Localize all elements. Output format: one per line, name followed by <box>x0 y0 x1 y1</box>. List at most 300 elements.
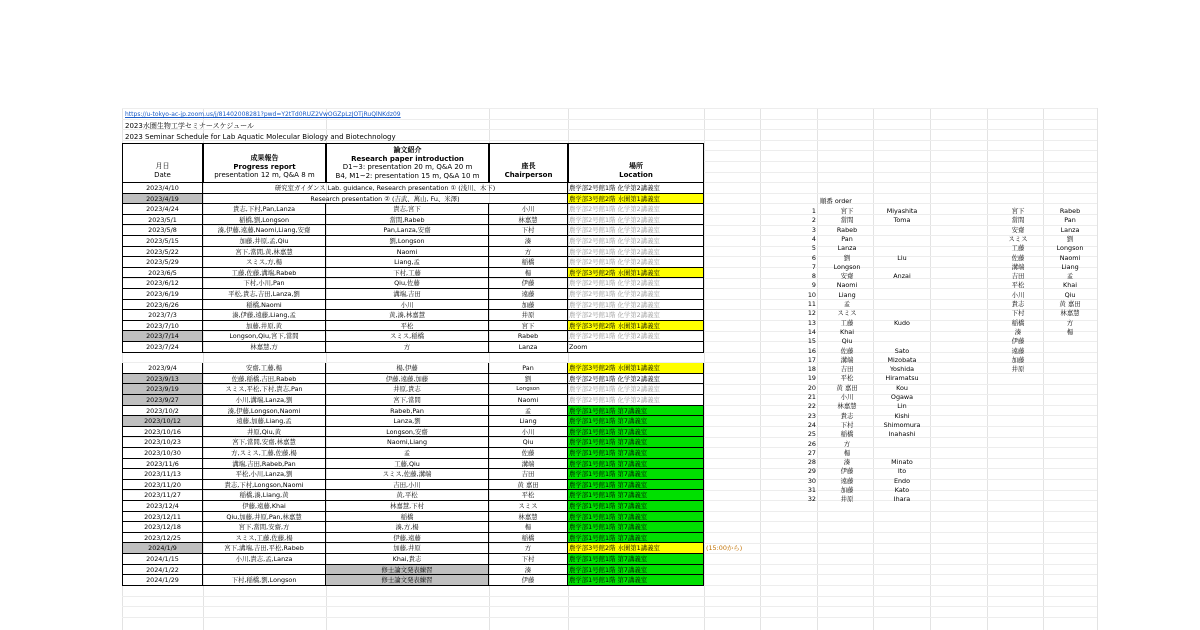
table-row <box>122 522 704 533</box>
table-row <box>122 363 704 374</box>
paper-cell: 黄,平松 <box>326 490 489 501</box>
title-ja: 2023水圏生物工学セミナースケジュール <box>125 122 255 130</box>
location-cell: 農学部1号館1階 第7講義室 <box>568 565 704 576</box>
order-romaji: Kishi <box>894 411 910 420</box>
paper-cell: スミス,佐藤,溝端 <box>326 469 489 480</box>
header-paper <box>326 143 489 183</box>
pair-right: 方 <box>1066 318 1074 327</box>
progress-cell: 安齋,工藤,楊 <box>203 363 326 374</box>
grid-line-horizontal <box>122 108 1097 109</box>
date-cell: 2023/7/10 <box>122 321 203 332</box>
chair-cell: 方 <box>489 543 568 554</box>
header-progress-ja: 成果報告 <box>250 154 279 162</box>
pair-right: Khai <box>1063 281 1077 290</box>
date-cell: 2023/6/26 <box>122 300 203 311</box>
location-note: (15:00から) <box>706 544 743 553</box>
table-row <box>122 448 704 459</box>
order-name: 貴志 <box>840 411 854 420</box>
grid-line-horizontal <box>122 129 1097 130</box>
table-row <box>122 268 704 279</box>
merged-cell: 研究室ガイダンス Lab. guidance, Research presentation ① (浅川、木下) <box>203 183 568 194</box>
order-number: 24 <box>807 420 816 429</box>
table-row <box>122 310 704 321</box>
date-cell: 2023/12/25 <box>122 533 203 544</box>
header-chair <box>489 143 568 183</box>
order-romaji: Anzai <box>893 272 911 281</box>
grid-line-vertical <box>760 108 761 630</box>
order-number: 27 <box>807 448 816 457</box>
order-name: 溝端 <box>840 355 854 364</box>
order-romaji: Yoshida <box>889 365 915 374</box>
date-cell: 2024/1/29 <box>122 575 203 586</box>
table-row <box>122 384 704 395</box>
order-name: Longson <box>833 262 861 271</box>
paper-cell: Khai,貴志 <box>326 554 489 565</box>
chair-cell: 楊 <box>489 268 568 279</box>
progress-cell: 平松,小川,Lanza,劉 <box>203 469 326 480</box>
order-romaji: Toma <box>893 216 911 225</box>
pair-left: 平松 <box>1011 281 1025 290</box>
location-cell: 農学部1号館1階 第7講義室 <box>568 480 704 491</box>
order-romaji: Shimomura <box>883 420 921 429</box>
pair-right: 黄 嘉田 <box>1059 300 1081 308</box>
paper-cell: 伊藤,遠藤 <box>326 533 489 544</box>
progress-cell: 宮下,當間,安齋,方 <box>203 522 326 533</box>
location-cell: 農学部3号館2階 水圏第1講義室 <box>568 321 704 332</box>
order-name: Pan <box>841 234 853 243</box>
progress-cell: 稲橋,Naomi <box>203 300 326 311</box>
header-progress <box>203 143 326 183</box>
table-row <box>122 342 704 353</box>
progress-cell: 工藤,佐藤,溝端,Rabeb <box>203 268 326 279</box>
chair-cell: Liang <box>489 416 568 427</box>
pair-left: 貴志 <box>1011 300 1025 308</box>
chair-cell: 林嘉慧 <box>489 512 568 523</box>
progress-cell: スミス,方,楊 <box>203 257 326 268</box>
location-cell: 農学部1号館1階 第7講義室 <box>568 533 704 544</box>
date-cell: 2023/7/14 <box>122 331 203 342</box>
chair-cell: 井原 <box>489 310 568 321</box>
progress-cell: 宮下,當間,黄,林嘉慧 <box>203 247 326 258</box>
progress-cell: 井原,Qiu,黄 <box>203 427 326 438</box>
grid-line-vertical <box>1043 108 1044 630</box>
chair-cell: 孟 <box>489 406 568 417</box>
progress-cell: Longson,Qiu,宮下,當間 <box>203 331 326 342</box>
order-name: 吉田 <box>840 365 854 374</box>
order-romaji: Sato <box>894 346 910 355</box>
location-cell: 農学部3号館2階 水圏第1講義室 <box>568 268 704 279</box>
order-number: 6 <box>811 253 816 262</box>
pair-left: 加藤 <box>1011 355 1025 364</box>
location-cell: 農学部1号館1階 第7講義室 <box>568 490 704 501</box>
order-name: 工藤 <box>840 318 854 327</box>
order-name: 井原 <box>840 495 854 504</box>
date-cell: 2023/10/2 <box>122 406 203 417</box>
table-row <box>122 183 704 194</box>
table-row <box>122 194 704 205</box>
progress-cell: 下村,稲橋,劉,Longson <box>203 575 326 586</box>
chair-cell: 吉田 <box>489 469 568 480</box>
paper-cell: Naomi <box>326 247 489 258</box>
grid-line-vertical <box>873 108 874 630</box>
location-cell: 農学部2号館1階 化学第2講義室 <box>568 331 704 342</box>
date-cell: 2023/10/12 <box>122 416 203 427</box>
location-cell: 農学部2号館1階 化学第2講義室 <box>568 278 704 289</box>
table-row <box>122 512 704 523</box>
chair-cell: 湊 <box>489 565 568 576</box>
table-row <box>122 501 704 512</box>
order-number: 7 <box>811 262 816 271</box>
pair-left: 井原 <box>1011 365 1025 374</box>
paper-cell: 宮下,當間 <box>326 395 489 406</box>
order-name: 孟 <box>843 300 851 308</box>
grid-line-vertical <box>817 108 818 630</box>
date-cell: 2023/10/30 <box>122 448 203 459</box>
order-number: 21 <box>807 393 816 401</box>
table-row <box>122 278 704 289</box>
header-date <box>122 143 203 183</box>
paper-cell: 加藤,井原 <box>326 543 489 554</box>
header-progress-note: presentation 12 m, Q&A 8 m <box>214 171 315 179</box>
order-name: 安齋 <box>840 272 854 281</box>
order-number: 19 <box>807 374 816 383</box>
chair-cell: 下村 <box>489 225 568 236</box>
location-cell: 農学部2号館1階 化学第2講義室 <box>568 310 704 321</box>
location-cell: 農学部2号館1階 化学第2講義室 <box>568 289 704 300</box>
chair-cell: 遠藤 <box>489 289 568 300</box>
order-romaji: Liu <box>897 253 907 262</box>
location-cell: 農学部2号館1階 化学第2講義室 <box>568 257 704 268</box>
progress-cell: 加藤,井原,黄 <box>203 321 326 332</box>
order-number: 2 <box>811 216 816 225</box>
grid-line-horizontal <box>122 606 1097 607</box>
paper-cell: 當間,Rabeb <box>326 215 489 226</box>
chair-cell: 楊 <box>489 522 568 533</box>
order-name: Liang <box>838 290 856 299</box>
order-name: 加藤 <box>840 486 854 494</box>
order-name: 遠藤 <box>840 476 854 485</box>
paper-cell: 方 <box>326 342 489 353</box>
order-romaji: Kato <box>894 486 910 494</box>
progress-cell: スミス,工藤,佐藤,楊 <box>203 533 326 544</box>
grid-line-vertical <box>1097 108 1098 630</box>
location-cell: Zoom <box>568 342 704 353</box>
location-cell: 農学部1号館1階 第7講義室 <box>568 469 704 480</box>
date-cell: 2023/5/22 <box>122 247 203 258</box>
location-cell: 農学部1号館1階 第7講義室 <box>568 575 704 586</box>
order-romaji: Minato <box>891 458 913 467</box>
paper-cell: Qiu,佐藤 <box>326 278 489 289</box>
location-cell: 農学部2号館1階 化学第2講義室 <box>568 384 704 395</box>
paper-cell: 劉,Longson <box>326 236 489 247</box>
order-name: 湊 <box>843 458 851 467</box>
table-row <box>122 331 704 342</box>
location-cell: 農学部2号館1階 化学第2講義室 <box>568 236 704 247</box>
grid-line-horizontal <box>122 596 1097 597</box>
order-name: 林嘉慧 <box>837 402 857 411</box>
order-name: 宮下 <box>840 207 854 215</box>
table-row <box>122 215 704 226</box>
chair-cell: Qiu <box>489 437 568 448</box>
date-cell: 2024/1/9 <box>122 543 203 554</box>
progress-cell: 宮下,溝端,吉田,平松,Rabeb <box>203 543 326 554</box>
date-cell: 2023/5/15 <box>122 236 203 247</box>
order-name: 平松 <box>840 374 854 383</box>
date-cell: 2023/7/3 <box>122 310 203 321</box>
date-cell: 2023/11/20 <box>122 480 203 491</box>
grid-line-vertical <box>704 108 705 630</box>
pair-right: 楊 <box>1066 327 1074 336</box>
progress-cell: 貴志,下村,Longson,Naomi <box>203 480 326 491</box>
order-name: 伊藤 <box>840 467 854 476</box>
chair-cell: 湊 <box>489 236 568 247</box>
order-name: Khai <box>840 327 854 336</box>
pair-right: Rabeb <box>1059 207 1081 215</box>
location-cell: 農学部2号館1階 化学第2講義室 <box>568 395 704 406</box>
order-number: 29 <box>807 467 816 476</box>
paper-cell: Rabeb,Pan <box>326 406 489 417</box>
chair-cell: 伊藤 <box>489 278 568 289</box>
order-number: 10 <box>807 290 816 299</box>
pair-left: 當間 <box>1011 216 1025 225</box>
progress-cell: 林嘉慧,方 <box>203 342 326 353</box>
location-cell: 農学部1号館1階 第7講義室 <box>568 427 704 438</box>
zoom-link[interactable]: https://u-tokyo-ac-jp.zoom.us/j/81402008281?pwd=Y2tTd0RUZ2VwOGZpLzJOTjRuQlNKdz09 <box>125 111 401 118</box>
chair-cell: 方 <box>489 247 568 258</box>
chair-cell: 劉 <box>489 374 568 385</box>
order-romaji: Kudo <box>894 318 910 327</box>
order-number: 18 <box>807 365 816 374</box>
table-row <box>122 437 704 448</box>
paper-cell: 小川 <box>326 300 489 311</box>
progress-cell: 遠藤,加藤,Liang,孟 <box>203 416 326 427</box>
order-number: 3 <box>811 225 816 234</box>
date-cell: 2023/10/16 <box>122 427 203 438</box>
title-en: 2023 Seminar Schedule for Lab Aquatic Molecular Biology and Biotechnology <box>125 133 396 141</box>
order-number: 28 <box>807 458 816 467</box>
order-number: 12 <box>807 309 816 318</box>
date-cell: 2023/4/19 <box>122 194 203 205</box>
pair-left: 下村 <box>1011 309 1025 318</box>
pair-right: Qiu <box>1064 290 1076 299</box>
paper-cell: 楊,伊藤 <box>326 363 489 374</box>
date-cell: 2023/9/27 <box>122 395 203 406</box>
location-cell: 農学部1号館1階 第7講義室 <box>568 416 704 427</box>
paper-cell: Lanza,劉 <box>326 416 489 427</box>
pair-left: 小川 <box>1011 290 1025 299</box>
header-paper-note1: D1~3: presentation 20 m, Q&A 20 m <box>342 163 473 171</box>
table-row <box>122 353 704 364</box>
order-romaji: Ihara <box>893 495 911 504</box>
location-cell: 農学部2号館1階 化学第2講義室 <box>568 204 704 215</box>
header-paper-ja: 論文紹介 <box>393 146 422 154</box>
pair-left: 湊 <box>1014 327 1022 336</box>
order-name: 小川 <box>840 393 854 401</box>
order-number: 26 <box>807 439 816 448</box>
order-name: Rabeb <box>836 225 858 234</box>
paper-cell: 井原,貴志 <box>326 384 489 395</box>
location-cell: 農学部1号館1階 第7講義室 <box>568 522 704 533</box>
date-cell: 2023/6/19 <box>122 289 203 300</box>
date-cell: 2023/11/13 <box>122 469 203 480</box>
paper-cell: 稲橋 <box>326 512 489 523</box>
progress-cell: 湊,伊藤,遠藤,Naomi,Liang,安齋 <box>203 225 326 236</box>
paper-cell: Liang,孟 <box>326 257 489 268</box>
header-location-ja: 場所 <box>629 162 643 170</box>
order-romaji: Hiramatsu <box>885 374 919 383</box>
pair-left: 溝端 <box>1011 262 1025 271</box>
header-chair-ja: 座長 <box>521 162 536 170</box>
header-paper-en: Research paper introduction <box>351 154 464 163</box>
order-title: 順番 order <box>820 197 852 205</box>
order-name: 下村 <box>840 420 854 429</box>
header-paper-note2: B4, M1~2: presentation 15 m, Q&A 10 m <box>335 171 480 180</box>
pair-right: Liang <box>1061 262 1079 271</box>
date-cell: 2023/9/19 <box>122 384 203 395</box>
location-cell: 農学部2号館1階 化学第2講義室 <box>568 300 704 311</box>
paper-cell: 林嘉慧,下村 <box>326 501 489 512</box>
date-cell: 2023/5/29 <box>122 257 203 268</box>
pair-left: 安齋 <box>1011 225 1025 234</box>
location-cell: 農学部1号館1階 第7講義室 <box>568 554 704 565</box>
progress-cell: 方,スミス,工藤,佐藤,楊 <box>203 448 326 459</box>
order-name: 黄 嘉田 <box>836 383 858 392</box>
pair-right: 林嘉慧 <box>1060 309 1080 318</box>
location-cell: 農学部2号館1階 化学第2講義室 <box>568 247 704 258</box>
order-romaji: Endo <box>893 476 911 485</box>
table-row <box>122 480 704 491</box>
paper-cell: 修士論文発表練習 <box>326 575 489 586</box>
location-cell: 農学部3号館2階 水圏第1講義室 <box>568 194 704 205</box>
date-cell: 2023/4/24 <box>122 204 203 215</box>
pair-left: 工藤 <box>1011 244 1025 253</box>
location-cell: 農学部3号館2階 水圏第1講義室 <box>568 543 704 554</box>
date-cell: 2023/9/13 <box>122 374 203 385</box>
progress-cell: 加藤,井原,孟,Qiu <box>203 236 326 247</box>
paper-cell: Naomi,Liang <box>326 437 489 448</box>
chair-cell: Pan <box>489 363 568 374</box>
chair-cell: 稲橋 <box>489 533 568 544</box>
chair-cell: 林嘉慧 <box>489 215 568 226</box>
order-romaji: Miyashita <box>886 207 918 215</box>
order-number: 9 <box>811 281 816 290</box>
pair-right: 孟 <box>1066 272 1074 281</box>
chair-cell: 稲橋 <box>489 257 568 268</box>
pair-left: スミス <box>1008 234 1028 243</box>
pair-right: 劉 <box>1066 234 1074 243</box>
order-number: 8 <box>811 272 816 281</box>
date-cell: 2023/5/1 <box>122 215 203 226</box>
paper-cell: スミス,稲橋 <box>326 331 489 342</box>
date-cell: 2023/4/10 <box>122 183 203 194</box>
progress-cell: 平松,貴志,吉田,Lanza,劉 <box>203 289 326 300</box>
order-romaji: Kou <box>896 383 908 392</box>
chair-cell: 加藤 <box>489 300 568 311</box>
order-number: 14 <box>807 327 816 336</box>
chair-cell: 溝端 <box>489 459 568 470</box>
table-row <box>122 469 704 480</box>
date-cell: 2024/1/15 <box>122 554 203 565</box>
header-date-ja: 月日 <box>155 162 170 170</box>
pair-right: Naomi <box>1059 253 1081 262</box>
table-row <box>122 236 704 247</box>
order-number: 13 <box>807 318 816 327</box>
chair-cell: 佐藤 <box>489 448 568 459</box>
order-name: Qiu <box>841 337 853 346</box>
order-number: 17 <box>807 355 816 364</box>
table-row <box>122 416 704 427</box>
date-cell: 2023/11/6 <box>122 459 203 470</box>
paper-cell: Longson,安齋 <box>326 427 489 438</box>
order-name: 佐藤 <box>840 346 854 355</box>
date-cell: 2023/7/24 <box>122 342 203 353</box>
header-location-en: Location <box>619 170 653 179</box>
table-row <box>122 204 704 215</box>
location-cell: 農学部3号館2階 水圏第1講義室 <box>568 363 704 374</box>
progress-cell: 湊,伊藤,Longson,Naomi <box>203 406 326 417</box>
date-cell: 2023/12/4 <box>122 501 203 512</box>
grid-line-vertical <box>930 108 931 630</box>
paper-cell: 平松 <box>326 321 489 332</box>
order-name: 楊 <box>843 448 851 457</box>
order-number: 5 <box>811 244 816 253</box>
pair-left: 佐藤 <box>1011 253 1025 262</box>
pair-left: 稲橋 <box>1011 318 1025 327</box>
table-row <box>122 543 743 554</box>
paper-cell: 伊藤,遠藤,加藤 <box>326 374 489 385</box>
pair-right: Lanza <box>1060 225 1080 234</box>
order-number: 20 <box>807 383 816 392</box>
table-row <box>122 459 704 470</box>
table-row <box>122 427 704 438</box>
progress-cell: 小川,貴志,孟,Lanza <box>203 554 326 565</box>
progress-cell <box>203 565 326 576</box>
table-row <box>122 490 704 501</box>
order-romaji: Inahashi <box>888 430 916 439</box>
table-row <box>122 575 704 586</box>
location-cell: 農学部1号館1階 第7講義室 <box>568 459 704 470</box>
progress-cell: スミス,平松,下村,貴志,Pan <box>203 384 326 395</box>
table-row <box>122 554 704 565</box>
order-number: 23 <box>807 411 816 420</box>
pair-left: 吉田 <box>1011 272 1025 281</box>
progress-cell: 伊藤,遠藤,Khai <box>203 501 326 512</box>
paper-cell: 湊,方,楊 <box>326 522 489 533</box>
chair-cell: Naomi <box>489 395 568 406</box>
paper-cell: 貴志,宮下 <box>326 204 489 215</box>
chair-cell: 黄 嘉田 <box>489 480 568 491</box>
date-cell: 2023/5/8 <box>122 225 203 236</box>
order-number: 11 <box>807 300 816 308</box>
progress-cell: Qiu,加藤,井原,Pan,林嘉慧 <box>203 512 326 523</box>
date-cell: 2023/10/23 <box>122 437 203 448</box>
location-cell: 農学部1号館1階 第7講義室 <box>568 448 704 459</box>
order-name: 方 <box>843 439 851 448</box>
table-row <box>122 300 704 311</box>
table-row <box>122 257 704 268</box>
header-progress-en: Progress report <box>233 162 296 171</box>
table-row <box>122 289 704 300</box>
location-cell: 農学部1号館1階 第7講義室 <box>568 501 704 512</box>
order-name: 稲橋 <box>840 430 854 439</box>
progress-cell: 溝端,吉田,Rabeb,Pan <box>203 459 326 470</box>
paper-cell: 孟 <box>326 448 489 459</box>
order-romaji: Lin <box>897 402 907 411</box>
location-cell: 農学部1号館1階 第7講義室 <box>568 512 704 523</box>
date-cell: 2024/1/22 <box>122 565 203 576</box>
location-cell: 農学部1号館1階 第7講義室 <box>568 406 704 417</box>
location-cell: 農学部2号館1階 化学第2講義室 <box>568 183 704 194</box>
